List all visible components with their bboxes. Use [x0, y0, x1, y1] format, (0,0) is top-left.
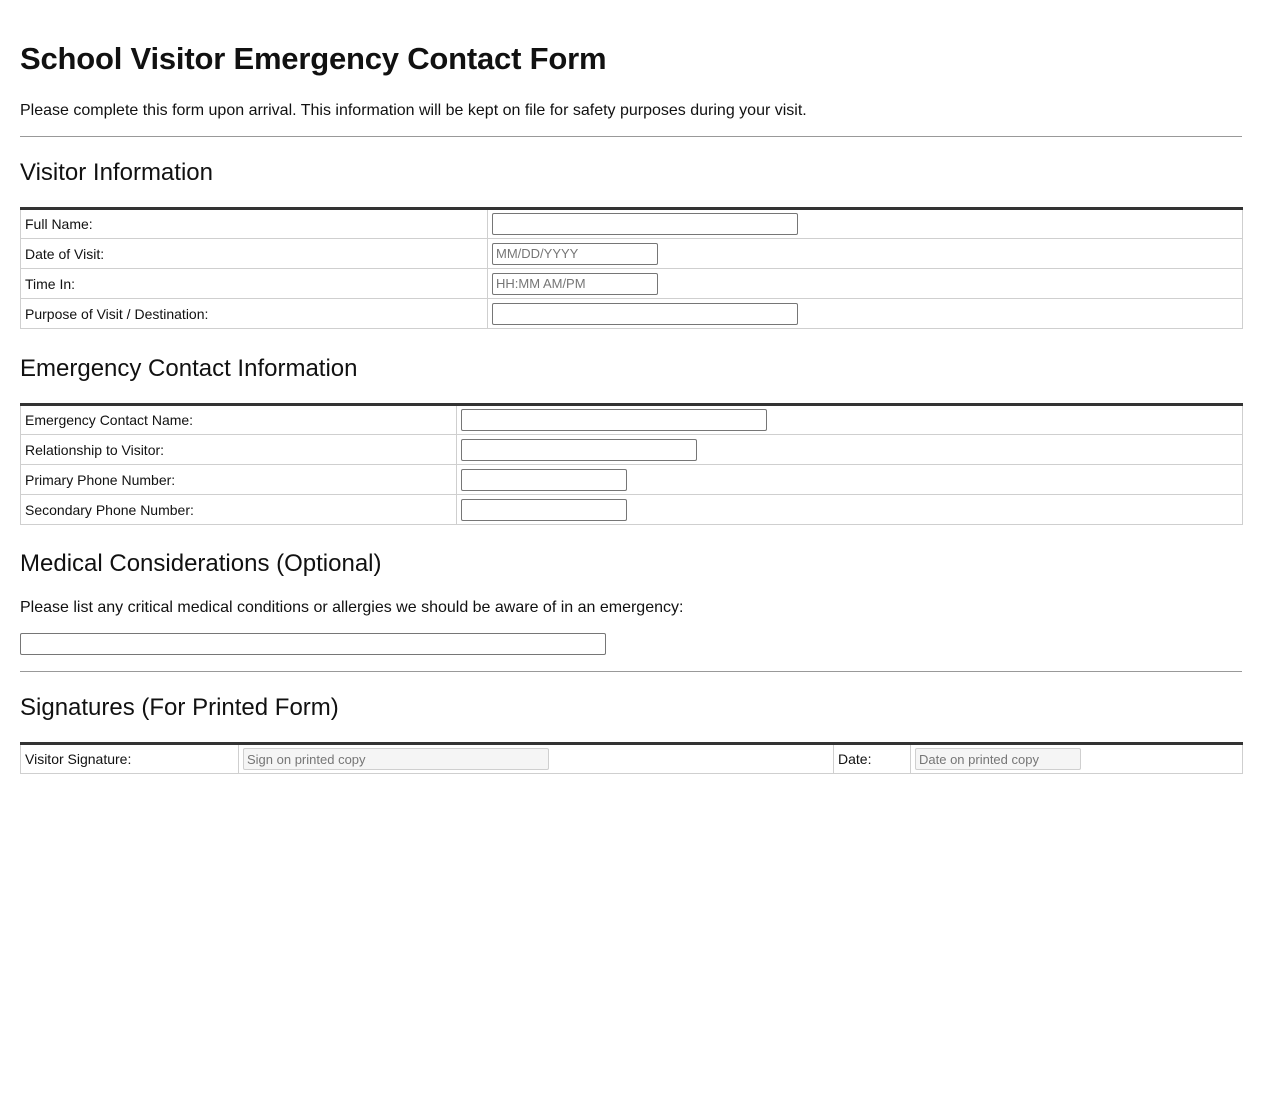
table-row — [21, 744, 1243, 774]
medical-prompt: Please list any critical medical conditions or allergies we should be aware of in an emergency: — [20, 599, 684, 616]
signature-date-label: Date: — [834, 744, 911, 774]
visitor-signature-input[interactable] — [243, 748, 549, 770]
secondary-phone-label: Secondary Phone Number: — [21, 495, 457, 525]
table-row — [21, 465, 1243, 495]
page-title: School Visitor Emergency Contact Form — [20, 41, 607, 76]
date-of-visit-label: Date of Visit: — [21, 239, 488, 269]
visitor-signature-label: Visitor Signature: — [21, 744, 239, 774]
signature-table — [20, 742, 1243, 774]
contact-name-cell — [457, 405, 1243, 435]
section-heading-medical: Medical Considerations (Optional) — [20, 550, 382, 577]
full-name-label: Full Name: — [21, 209, 488, 239]
medical-conditions-input[interactable] — [20, 633, 606, 655]
time-in-label: Time In: — [21, 269, 488, 299]
relationship-cell — [457, 435, 1243, 465]
full-name-input[interactable] — [492, 213, 798, 235]
section-heading-visitor: Visitor Information — [20, 159, 213, 186]
divider — [20, 671, 1242, 672]
full-name-cell — [488, 209, 1243, 239]
date-of-visit-cell — [488, 239, 1243, 269]
purpose-input[interactable] — [492, 303, 798, 325]
primary-phone-cell — [457, 465, 1243, 495]
visitor-signature-cell — [239, 744, 834, 774]
signature-date-input[interactable] — [915, 748, 1081, 770]
table-row — [21, 269, 1243, 299]
time-in-input[interactable] — [492, 273, 658, 295]
time-in-cell — [488, 269, 1243, 299]
table-row — [21, 495, 1243, 525]
relationship-input[interactable] — [461, 439, 697, 461]
relationship-label: Relationship to Visitor: — [21, 435, 457, 465]
table-row — [21, 435, 1243, 465]
section-heading-emergency: Emergency Contact Information — [20, 355, 358, 382]
purpose-label: Purpose of Visit / Destination: — [21, 299, 488, 329]
primary-phone-input[interactable] — [461, 469, 627, 491]
visitor-info-table — [20, 207, 1243, 329]
primary-phone-label: Primary Phone Number: — [21, 465, 457, 495]
section-heading-signatures: Signatures (For Printed Form) — [20, 694, 339, 721]
date-of-visit-input[interactable] — [492, 243, 658, 265]
table-row — [21, 239, 1243, 269]
table-row — [21, 405, 1243, 435]
intro-text: Please complete this form upon arrival. This information will be kept on file for safety purposes during your visit. — [20, 102, 807, 119]
table-row — [21, 209, 1243, 239]
signature-date-cell — [911, 744, 1243, 774]
table-row — [21, 299, 1243, 329]
contact-name-label: Emergency Contact Name: — [21, 405, 457, 435]
purpose-cell — [488, 299, 1243, 329]
emergency-contact-table — [20, 403, 1243, 525]
divider — [20, 136, 1242, 137]
secondary-phone-input[interactable] — [461, 499, 627, 521]
contact-name-input[interactable] — [461, 409, 767, 431]
secondary-phone-cell — [457, 495, 1243, 525]
